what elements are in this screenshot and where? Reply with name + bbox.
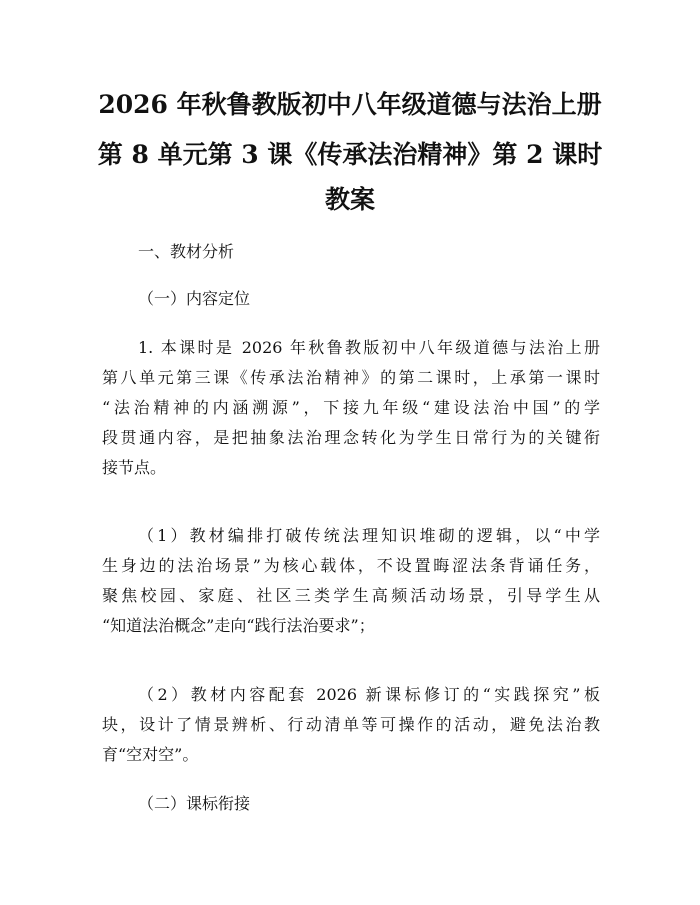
paragraph-line: “知道法治概念”走向“践行法治要求”； (102, 616, 375, 635)
paragraph-line: （1）教材编排打破传统法理知识堆砌的逻辑，以“中学 (138, 526, 600, 545)
document-title-line-3: 教案 (324, 185, 375, 214)
paragraph-line: 1. 本课时是 2026 年秋鲁教版初中八年级道德与法治上册 (138, 338, 600, 357)
paragraph-line: 育“空对空”。 (102, 745, 199, 764)
paragraph-line: 段贯通内容，是把抽象法治理念转化为学生日常行为的关键衔 (102, 428, 600, 447)
paragraph-line: （2）教材内容配套 2026 新课标修订的“实践探究”板 (138, 685, 600, 704)
paragraph-textbook-arrangement (102, 521, 600, 641)
subsection-heading-content-positioning: （一）内容定位 (138, 289, 251, 308)
paragraph-line: “法治精神的内涵溯源”，下接九年级“建设法治中国”的学 (102, 398, 600, 417)
document-title-line-2: 第 8 单元第 3 课《传承法治精神》第 2 课时 (97, 140, 603, 169)
section-heading-textbook-analysis: 一、教材分析 (138, 242, 235, 261)
paragraph-lesson-positioning (102, 333, 600, 483)
subsection-heading-curriculum-alignment: （二）课标衔接 (138, 794, 251, 813)
paragraph-line: 接节点。 (102, 458, 167, 477)
paragraph-line: 块，设计了情景辨析、行动清单等可操作的活动，避免法治教 (102, 715, 600, 734)
paragraph-line: 生身边的法治场景”为核心载体，不设置晦涩法条背诵任务， (102, 556, 600, 575)
paragraph-line: 聚焦校园、家庭、社区三类学生高频活动场景，引导学生从 (102, 586, 600, 605)
document-title-line-1: 2026 年秋鲁教版初中八年级道德与法治上册 (98, 90, 602, 119)
paragraph-line: 第八单元第三课《传承法治精神》的第二课时，上承第一课时 (102, 368, 600, 387)
paragraph-practice-activities (102, 680, 600, 770)
